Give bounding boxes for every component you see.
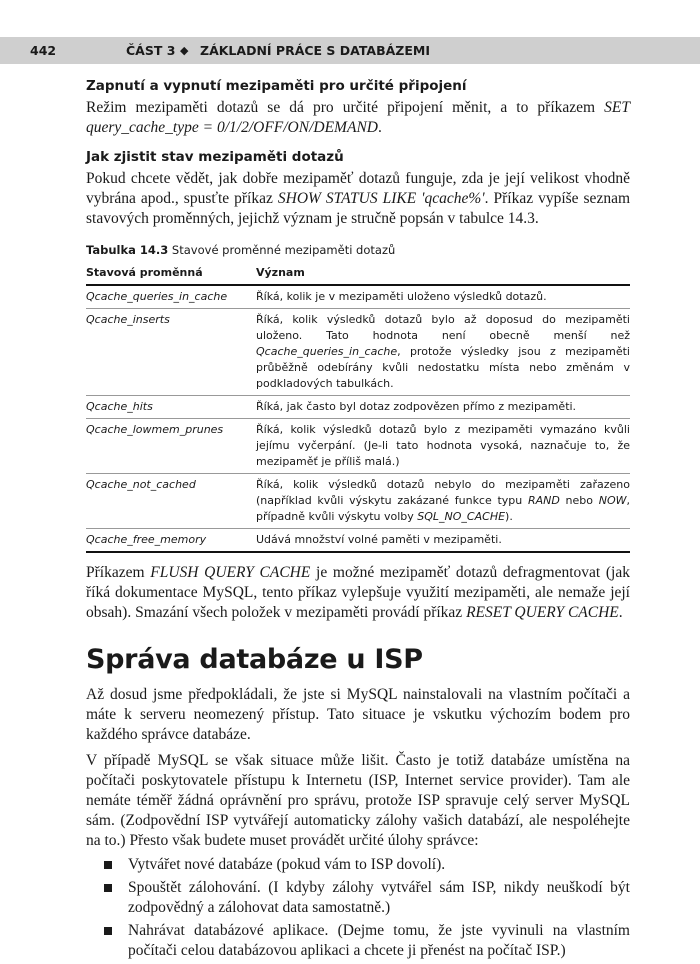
square-bullet-icon (104, 927, 112, 935)
list-item: Vytvářet nové databáze (pokud vám to ISP dovolí). (86, 855, 630, 875)
square-bullet-icon (104, 884, 112, 892)
table-cell-description: Říká, jak často byl dotaz zodpovězen přímo z mezipaměti. (256, 396, 630, 419)
table-cell-variable: Qcache_inserts (86, 309, 256, 396)
table-row (86, 285, 630, 309)
table-caption: Tabulka 14.3 Stavové proměnné mezipaměti dotazů (86, 243, 396, 257)
admin-tasks-list (86, 855, 630, 961)
table-header-row (86, 262, 630, 285)
chapter-title: ZÁKLADNÍ PRÁCE S DATABÁZEMI (200, 43, 430, 58)
code-set-query-cache-type: SET query_cache_type = 0/1/2/OFF/ON/DEMAND (86, 99, 630, 136)
table-row (86, 419, 630, 474)
table-row (86, 474, 630, 529)
paragraph-flush-cache: Příkazem FLUSH QUERY CACHE je možné mezipaměť dotazů defragmentovat (jak říká dokumentace MySQL, tento příkaz vylepšuje využití mezipaměti, ale nemaže její obsah). Smazání všech položek v mezipaměti provádí příkaz RESET QUERY CACHE. (86, 564, 630, 621)
table-cell-description: Říká, kolik výsledků dotazů nebylo do mezipaměti zařazeno (například kvůli výskytu zakázané funkce typu RAND nebo NOW, případně kvůli výskytu volby SQL_NO_CACHE). (256, 474, 630, 529)
list-item: Nahrávat databázové aplikace. (Dejme tomu, že jste vyvinuli na vlastním počítači celou databázovou aplikaci a chcete ji přenést na počítač ISP.) (86, 921, 630, 961)
main-section-heading: Správa databáze u ISP (86, 644, 423, 675)
diamond-separator-icon: ◆ (180, 44, 189, 57)
section-heading-cache-status: Jak zjistit stav mezipaměti dotazů (86, 149, 344, 165)
table-cell-variable: Qcache_hits (86, 396, 256, 419)
paragraph-toggle-cache: Režim mezipaměti dotazů se dá pro určité připojení měnit, a to příkazem SET query_cache_type = 0/1/2/OFF/ON/DEMAND. (86, 99, 630, 136)
table-cell-description: Říká, kolik výsledků dotazů bylo až doposud do mezipaměti uloženo. Tato hodnota není obecně menší než Qcache_queries_in_cache, protože výsledky jsou z mezipaměti průběžně odebírány kvůli nedostatku místa nebo změnám v podkladových tabulkách. (256, 309, 630, 396)
table-row (86, 309, 630, 396)
section-heading-toggle-cache: Zapnutí a vypnutí mezipaměti pro určité připojení (86, 78, 467, 94)
paragraph-isp-situation: V případě MySQL se však situace může lišit. Často je totiž databáze umístěna na počítači poskytovatele přístupu k Internetu (ISP, Internet service provider). Tam ale nemáte téměř žádná oprávnění pro správu, protože ISP spravuje celý server MySQL sám. (Zodpovědní ISP vytvářejí automaticky zálohy vašich databází, ale nespoléhejte na to.) Přesto však budete muset provádět určité úlohy správce: (86, 752, 630, 849)
square-bullet-icon (104, 861, 112, 869)
column-header-variable: Stavová proměnná (86, 262, 256, 285)
page-number: 442 (30, 43, 57, 58)
page-content (86, 77, 630, 964)
code-reset-query-cache: RESET QUERY CACHE (466, 604, 619, 621)
paragraph-cache-status: Pokud chcete vědět, jak dobře mezipaměť dotazů funguje, zda je její velikost vhodně vybrána apod., spusťte příkaz SHOW STATUS LIKE 'qcache%'. Příkaz vypíše seznam stavových proměnných, jejichž význam je stručně popsán v tabulce 14.3. (86, 170, 631, 227)
list-item: Spouštět zálohování. (I kdyby zálohy vytvářel sám ISP, nikdy neuškodí být zodpovědný a zálohovat data samostatně.) (86, 878, 630, 918)
running-header (0, 37, 700, 64)
table-row (86, 396, 630, 419)
table-cell-description: Říká, kolik je v mezipaměti uloženo výsledků dotazů. (256, 285, 630, 309)
table-cell-variable: Qcache_not_cached (86, 474, 256, 529)
table-cell-variable: Qcache_free_memory (86, 529, 256, 553)
code-show-status: SHOW STATUS LIKE 'qcache%' (277, 190, 485, 207)
column-header-meaning: Význam (256, 262, 630, 285)
status-variables-table (86, 262, 630, 553)
table-cell-description: Říká, kolik výsledků dotazů bylo z mezipaměti vymazáno kvůli jejímu vyčerpání. (Je-li tato hodnota vysoká, naznačuje to, že mezipaměť je příliš malá.) (256, 419, 630, 474)
code-flush-query-cache: FLUSH QUERY CACHE (150, 564, 311, 581)
part-label: ČÁST 3 (126, 43, 176, 58)
paragraph-isp-intro: Až dosud jsme předpokládali, že jste si MySQL nainstalovali na vlastním počítači a máte k serveru neomezený přístup. Tato situace je vskutku výchozím bodem pro každého správce databáze. (86, 686, 630, 743)
table-row (86, 529, 630, 553)
table-cell-variable: Qcache_queries_in_cache (86, 285, 256, 309)
table-cell-description: Udává množství volné paměti v mezipaměti. (256, 529, 630, 553)
table-cell-variable: Qcache_lowmem_prunes (86, 419, 256, 474)
